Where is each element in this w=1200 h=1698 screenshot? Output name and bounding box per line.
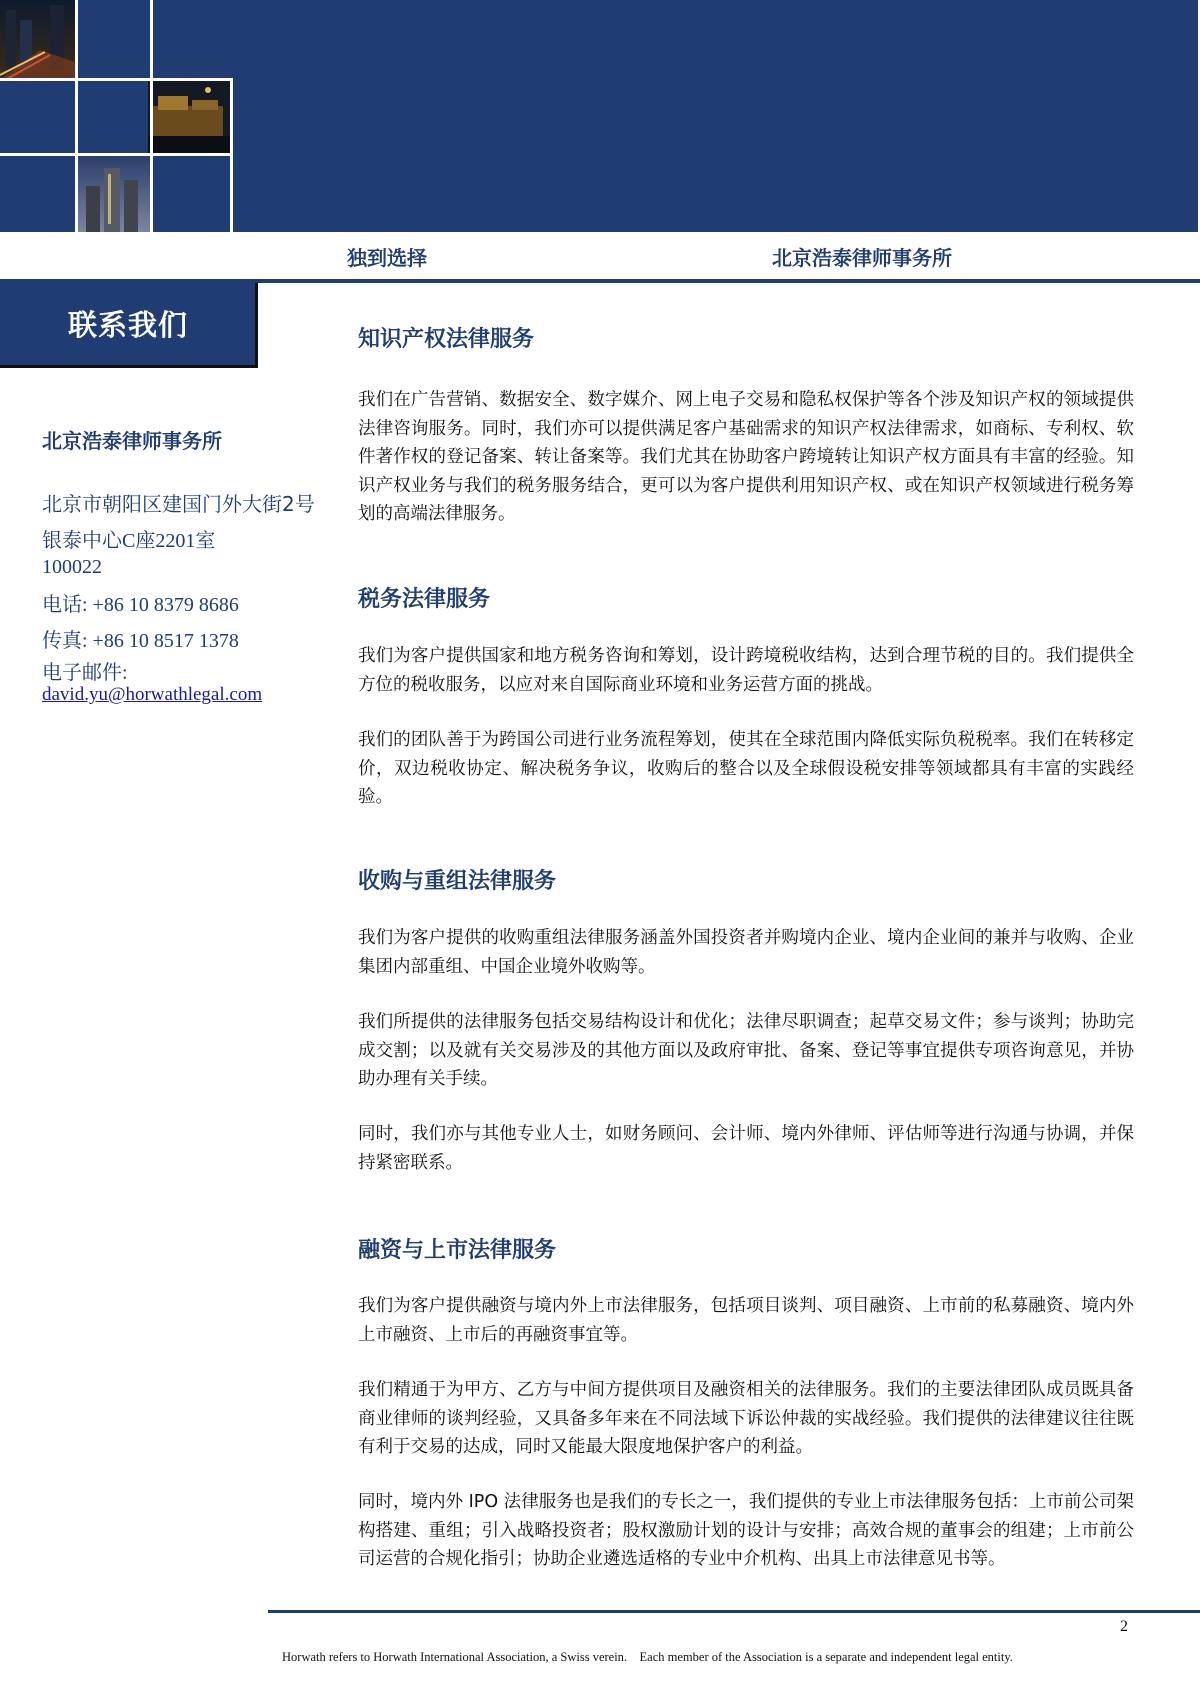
section-paragraph: 同时，我们亦与其他专业人士，如财务顾问、会计师、境内外律师、评估师等进行沟通与协调，并保持紧密联系。 — [358, 1124, 1134, 1173]
fax-number: 传真: +86 10 8517 1378 — [42, 630, 239, 652]
email-label: 电子邮件: — [42, 662, 128, 684]
section-paragraph: 我们为客户提供国家和地方税务咨询和筹划，设计跨境税收结构，达到合理节税的目的。我们提供全方位的税收服务，以应对来自国际商业环境和业务运营方面的挑战。 — [358, 646, 1134, 695]
skyscrapers-photo — [78, 156, 150, 232]
lit-building-photo — [148, 78, 231, 153]
footer-disclaimer: Horwath refers to Horwath International Association, a Swiss verein. Each member of the Association is a separate and independent legal entity. — [282, 1650, 1013, 1664]
address-line-1: 北京市朝阳区建国门外大街2号 — [42, 492, 315, 516]
section-heading-financing: 融资与上市法律服务 — [358, 1238, 557, 1263]
email-link[interactable]: david.yu@horwathlegal.com — [42, 684, 263, 705]
phone-number: 电话: +86 10 8379 8686 — [42, 594, 239, 616]
section-heading-tax: 税务法律服务 — [358, 587, 491, 612]
section-heading-ip: 知识产权法律服务 — [358, 327, 535, 352]
section-paragraph: 我们在广告营销、数据安全、数字媒介、网上电子交易和隐私权保护等各个涉及知识产权的领域提供法律咨询服务。同时，我们亦可以提供满足客户基础需求的知识产权法律需求，如商标、专利权、软件著作权的登记备案、转让备案等。我们尤其在协助客户跨境转让知识产权方面具有丰富的经验。知识产权业务与我们的税务服务结合，更可以为客户提供利用知识产权、或在知识产权领域进行税务筹划的高端法律服务。 — [358, 390, 1134, 525]
section-paragraph: 同时，境内外 IPO 法律服务也是我们的专长之一，我们提供的专业上市法律服务包括：上市前公司架构搭建、重组；引入战略投资者；股权激励计划的设计与安排；高效合规的董事会的组建；上市前公司运营的合规化指引；协助企业遴选适格的专业中介机构、出具上市法律意见书等。 — [358, 1492, 1134, 1570]
section-paragraph: 我们为客户提供的收购重组法律服务涵盖外国投资者并购境内企业、境内企业间的兼并与收购、企业集团内部重组、中国企业境外收购等。 — [358, 928, 1134, 977]
section-paragraph: 我们为客户提供融资与境内外上市法律服务，包括项目谈判、项目融资、上市前的私募融资、境内外上市融资、上市后的再融资事宜等。 — [358, 1296, 1134, 1345]
banner-grid-line — [75, 0, 78, 232]
banner-grid-line — [150, 0, 153, 232]
section-paragraph: 我们精通于为甲方、乙方与中间方提供项目及融资相关的法律服务。我们的主要法律团队成员既具备商业律师的谈判经验，又具备多年来在不同法域下诉讼仲裁的实战经验。我们提供的法律建议往往既有利于交易的达成，同时又能最大限度地保护客户的利益。 — [358, 1380, 1134, 1458]
contact-header-box — [0, 283, 258, 368]
tagline-slogan: 独到选择 — [347, 246, 427, 270]
page-number: 2 — [1120, 1618, 1128, 1635]
banner-grid-line — [0, 153, 233, 156]
address-line-2: 银泰中心C座2201室 — [42, 530, 216, 552]
banner-grid-line — [0, 78, 233, 81]
tagline-firm-name: 北京浩泰律师事务所 — [772, 246, 952, 270]
contact-title: 联系我们 — [68, 308, 189, 342]
section-paragraph: 我们的团队善于为跨国公司进行业务流程筹划，使其在全球范围内降低实际负税税率。我们在转移定价，双边税收协定、解决税务争议，收购后的整合以及全球假设税安排等领域都具有丰富的实践经验。 — [358, 730, 1134, 808]
sidebar-firm-name: 北京浩泰律师事务所 — [42, 429, 222, 453]
section-paragraph: 我们所提供的法律服务包括交易结构设计和优化；法律尽职调查；起草交易文件；参与谈判；协助完成交割；以及就有关交易涉及的其他方面以及政府审批、备案、登记等事宜提供专项咨询意见，并协助办理有关手续。 — [358, 1012, 1134, 1090]
header-banner — [0, 0, 1200, 232]
city-night-photo — [0, 0, 75, 80]
postcode: 100022 — [42, 556, 102, 578]
footer-divider — [268, 1610, 1200, 1613]
section-heading-ma: 收购与重组法律服务 — [358, 869, 557, 894]
